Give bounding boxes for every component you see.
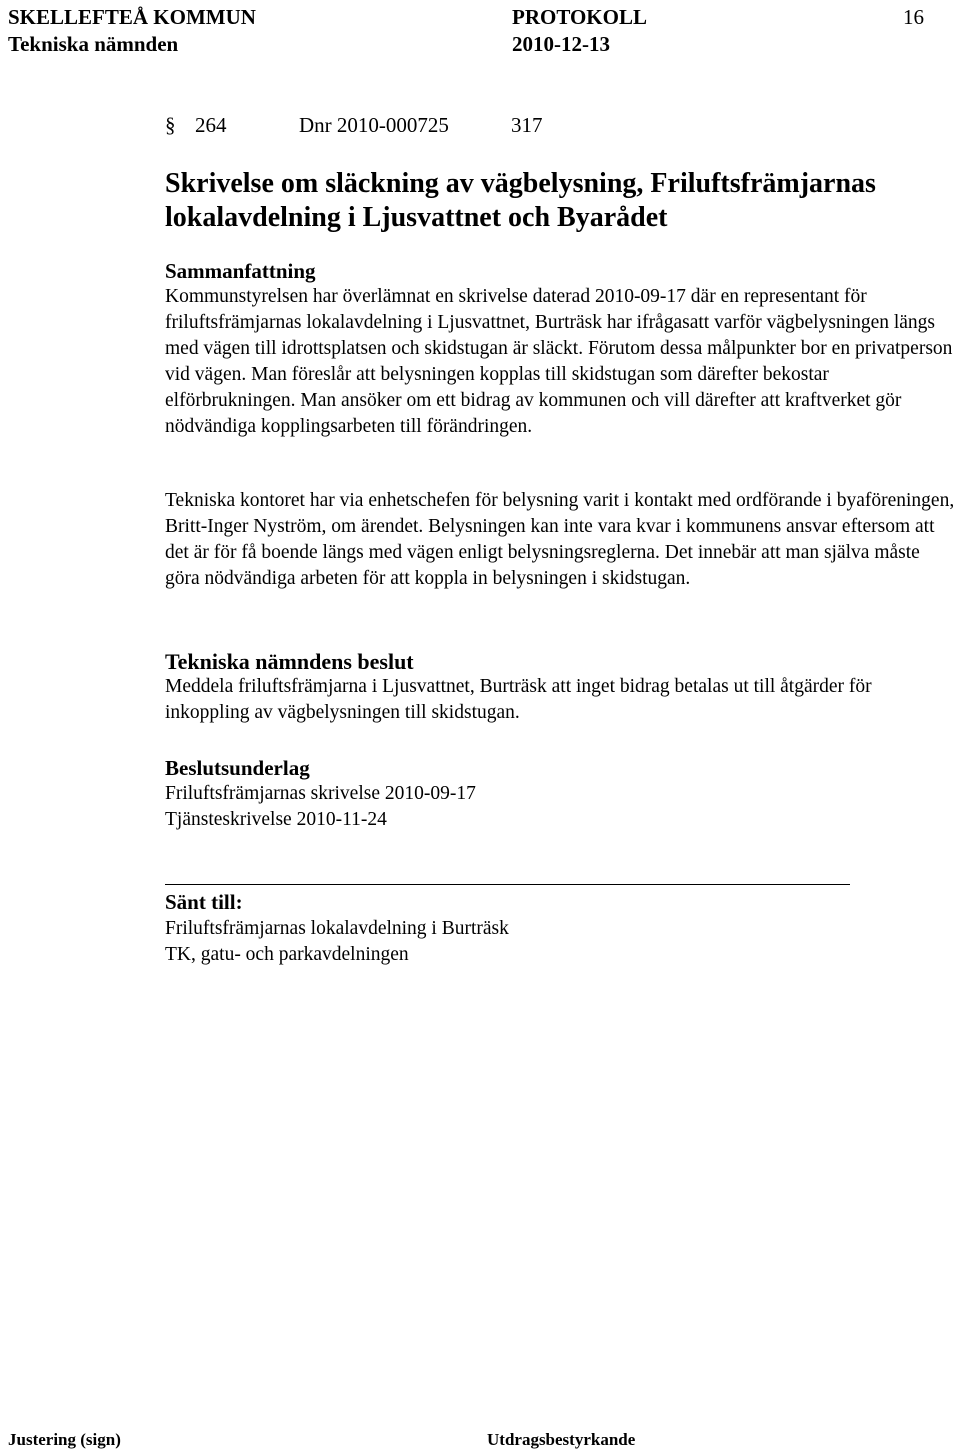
page-footer	[0, 1418, 960, 1451]
summary-paragraph-1: Kommunstyrelsen har överlämnat en skrivelse daterad 2010-09-17 där en representant för friluftsfrämjarnas lokalavdelning i Ljusvattnet, Burträsk har ifrågasatt varför vägbelysningen längs med vägen till idrottsplatsen och skidstugan är släckt. Förutom dessa målpunkter bor en privatperson vid vägen. Man föreslår att belysningen kopplas till skidstugan som därefter bekostar elförbrukningen. Man ansöker om ett bidrag av kommunen och vill därefter att kraftverket gör nödvändiga kopplingsarbeten till förändringen.	[165, 286, 953, 437]
municipality-name: SKELLEFTEÅ KOMMUN	[8, 5, 256, 29]
basis-item: Friluftsfrämjarnas skrivelse 2010-09-17	[165, 783, 476, 804]
section-code: 317	[511, 113, 543, 137]
signature-label: Justering (sign)	[8, 1430, 121, 1449]
page-title: Skrivelse om släckning av vägbelysning, Friluftsfrämjarnas lokalavdelning i Ljusvattnet och Byarådet	[165, 168, 876, 233]
page-number: 16	[903, 5, 924, 29]
section-number: 264	[195, 113, 227, 137]
section-line	[165, 113, 543, 137]
summary-paragraph-2: Tekniska kontoret har via enhetschefen för belysning varit i kontakt med ordförande i byaföreningen, Britt-Inger Nyström, om ärendet. Belysningen kan inte vara kvar i kommunens ansvar eftersom att det är för få boende längs med vägen enligt belysningsreglerna. Det innebär att man själva måste göra nödvändiga arbeten för att koppla in belysningen i skidstugan.	[165, 490, 955, 589]
board-name: Tekniska nämnden	[8, 32, 179, 56]
sent-to-heading: Sänt till:	[165, 890, 243, 914]
basis-heading: Beslutsunderlag	[165, 756, 310, 780]
recipient-item: TK, gatu- och parkavdelningen	[165, 944, 409, 965]
document-type: PROTOKOLL	[512, 5, 647, 29]
paragraph-symbol: §	[165, 113, 176, 137]
divider-line	[165, 884, 850, 885]
decision-heading: Tekniska nämndens beslut	[165, 649, 414, 674]
basis-item: Tjänsteskrivelse 2010-11-24	[165, 809, 387, 830]
meeting-date: 2010-12-13	[512, 32, 610, 56]
certification-label: Utdragsbestyrkande	[487, 1430, 636, 1449]
diary-number: Dnr 2010-000725	[299, 113, 449, 137]
summary-heading: Sammanfattning	[165, 259, 316, 283]
decision-text: Meddela friluftsfrämjarna i Ljusvattnet, Burträsk att inget bidrag betalas ut till åtgärder för inkoppling av vägbelysningen till skidstugan.	[165, 676, 872, 723]
recipient-item: Friluftsfrämjarnas lokalavdelning i Burträsk	[165, 918, 509, 939]
